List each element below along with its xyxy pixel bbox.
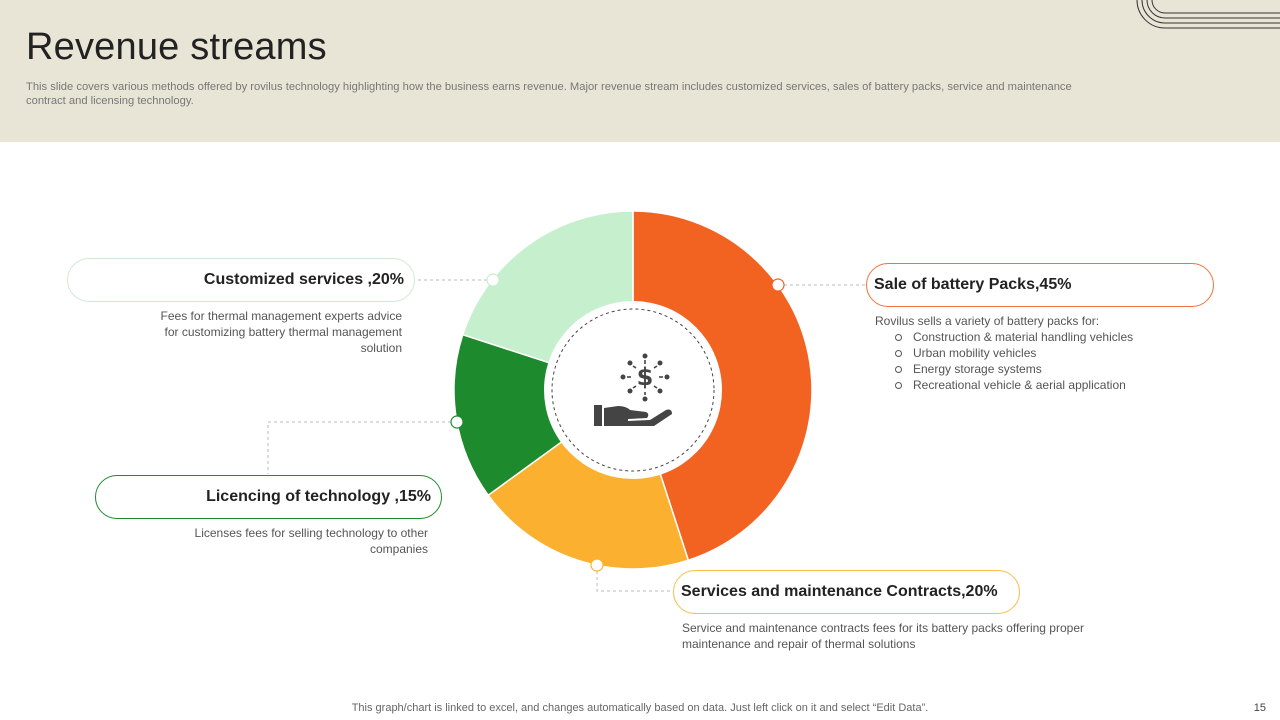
- page-subtitle: This slide covers various methods offered by rovilus technology highlighting how the business earns revenue. Major revenue stream includes customized services, sales of battery packs, service and maintenance contract and licensing technology.: [26, 81, 1072, 107]
- customized-services-description: Fees for thermal management experts advice for customizing battery thermal management solution: [160, 309, 402, 355]
- list-item: Construction & material handling vehicles: [895, 329, 1205, 345]
- svg-text:$: $: [636, 363, 654, 391]
- licencing-technology-description: Licenses fees for selling technology to other companies: [194, 526, 428, 556]
- page-number: 15: [1253, 702, 1266, 714]
- services-maintenance-description: Service and maintenance contracts fees for its battery packs offering proper maintenance and repair of thermal solutions: [682, 621, 1084, 651]
- donut-inner-circle: [544, 301, 722, 479]
- services-leader-dot: [591, 559, 603, 571]
- battery-packs-label: Sale of battery Packs,45%: [866, 263, 1214, 307]
- battery-packs-description: [875, 313, 1205, 393]
- battery-packs-intro: Rovilus sells a variety of battery packs for:: [875, 314, 1100, 328]
- list-item: Recreational vehicle & aerial application: [895, 377, 1205, 393]
- battery-leader-dot: [772, 279, 784, 291]
- battery-packs-list: [895, 329, 1205, 393]
- customized-leader-dot: [487, 274, 499, 286]
- list-item: Urban mobility vehicles: [895, 345, 1205, 361]
- footer-note: This graph/chart is linked to excel, and changes automatically based on data. Just left click on it and select “Edit Data”.: [351, 702, 929, 714]
- licencing-leader-dot: [451, 416, 463, 428]
- licencing-technology-label: Licencing of technology ,15%: [95, 475, 442, 519]
- services-maintenance-label: Services and maintenance Contracts,20%: [673, 570, 1020, 614]
- customized-services-label: Customized services ,20%: [67, 258, 415, 302]
- list-item: Energy storage systems: [895, 361, 1205, 377]
- page-title: Revenue streams: [26, 26, 327, 68]
